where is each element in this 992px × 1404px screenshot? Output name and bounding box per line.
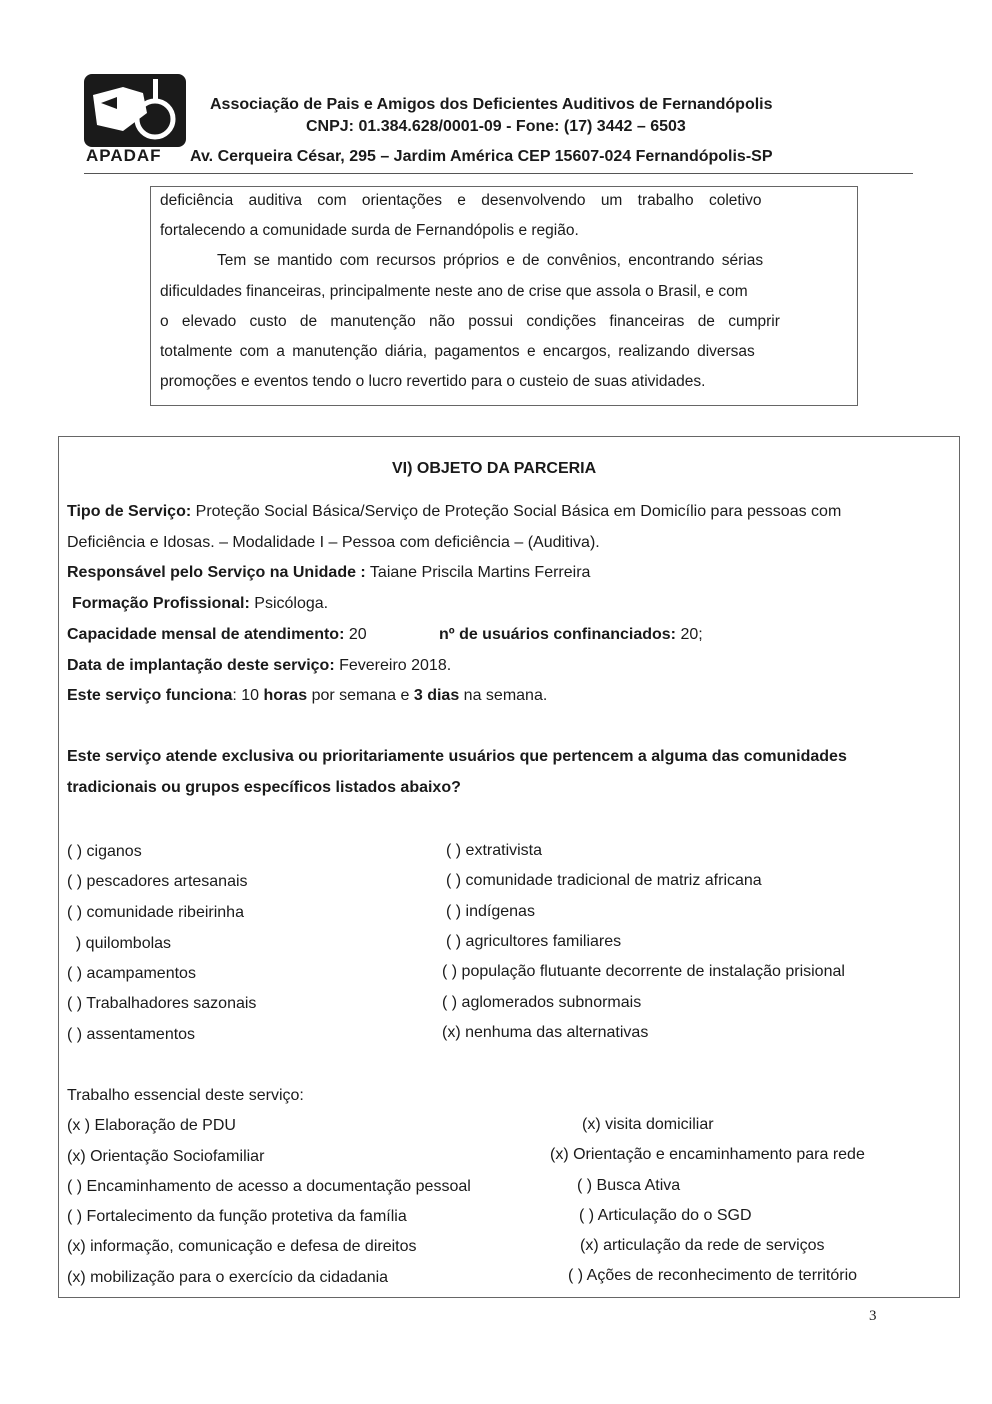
funciona-p2: por semana e — [311, 687, 410, 704]
responsavel-label: Responsável pelo Serviço na Unidade : — [67, 564, 366, 581]
responsavel-value: Taiane Priscila Martins Ferreira — [369, 564, 591, 581]
funciona-p3: na semana. — [463, 687, 548, 704]
data-implantacao-label: Data de implantação deste serviço: — [67, 657, 335, 674]
page-number: 3 — [869, 1308, 877, 1324]
funciona-horas: horas — [263, 687, 308, 704]
intro-line-2: fortalecendo a comunidade surda de Fernandópolis e região. — [160, 222, 579, 239]
group-left-5: ( ) acampamentos — [67, 965, 196, 982]
tipo-servico-value-2: Deficiência e Idosas. – Modalidade I – Pessoa com deficiência – (Auditiva). — [67, 534, 600, 551]
capacidade-label: Capacidade mensal de atendimento: — [67, 626, 345, 643]
group-right-6: ( ) aglomerados subnormais — [442, 994, 642, 1011]
group-right-1: ( ) extrativista — [446, 842, 543, 859]
group-right-2: ( ) comunidade tradicional de matriz africana — [446, 872, 762, 889]
intro-line-4: dificuldades financeiras, principalmente neste ano de crise que assola o Brasil, e com — [160, 283, 748, 300]
intro-line-5: o elevado custo de manutenção não possui condições financeiras de cumprir — [160, 313, 780, 330]
trabalho-right-2: (x) Orientação e encaminhamento para rede — [550, 1146, 865, 1163]
formacao-value: Psicóloga. — [254, 595, 329, 612]
capacidade-value: 20 — [348, 626, 367, 643]
tipo-servico-line — [67, 503, 841, 521]
funciona-line — [67, 687, 547, 705]
usuarios-value: 20; — [680, 626, 703, 643]
intro-line-1: deficiência auditiva com orientações e desenvolvendo um trabalho coletivo — [160, 192, 762, 209]
intro-line-7: promoções e eventos tendo o lucro revertido para o custeio de suas atividades. — [160, 373, 706, 390]
data-implantacao-value: Fevereiro 2018. — [339, 657, 452, 674]
trabalho-right-3: ( ) Busca Ativa — [577, 1177, 681, 1194]
capacidade-line — [67, 626, 367, 644]
intro-line-3: Tem se mantido com recursos próprios e de convênios, encontrando sérias — [217, 252, 764, 269]
trabalho-right-4: ( ) Articulação do o SGD — [579, 1207, 752, 1224]
formacao-label: Formação Profissional: — [72, 595, 250, 612]
section-title: VI) OBJETO DA PARCERIA — [392, 460, 597, 477]
trabalho-right-5: (x) articulação da rede de serviços — [580, 1237, 825, 1254]
logo-wordmark: APADAF — [86, 146, 162, 165]
group-right-5: ( ) população flutuante decorrente de instalação prisional — [442, 963, 845, 980]
trabalho-left-2: (x) Orientação Sociofamiliar — [67, 1148, 265, 1165]
trabalho-right-6: ( ) Ações de reconhecimento de território — [568, 1267, 858, 1284]
address-line: Av. Cerqueira César, 295 – Jardim América CEP 15607-024 Fernandópolis-SP — [190, 148, 773, 165]
trabalho-left-1: (x ) Elaboração de PDU — [67, 1117, 236, 1134]
funciona-p1: : 10 — [232, 687, 260, 704]
group-right-4: ( ) agricultores familiares — [446, 933, 622, 950]
group-left-1: ( ) ciganos — [67, 843, 142, 860]
header-divider — [84, 173, 913, 174]
org-name: Associação de Pais e Amigos dos Deficientes Auditivos de Fernandópolis — [210, 96, 773, 113]
tipo-servico-label: Tipo de Serviço: — [67, 503, 192, 520]
intro-line-6: totalmente com a manutenção diária, pagamentos e encargos, realizando diversas — [160, 343, 755, 360]
trabalho-left-4: ( ) Fortalecimento da função protetiva da família — [67, 1208, 407, 1225]
group-right-3: ( ) indígenas — [446, 903, 535, 920]
group-left-6: ( ) Trabalhadores sazonais — [67, 995, 257, 1012]
question-line-1: Este serviço atende exclusiva ou prioritariamente usuários que pertencem a alguma das comunidades — [67, 748, 847, 765]
cnpj-line: CNPJ: 01.384.628/0001-09 - Fone: (17) 3442 – 6503 — [306, 118, 686, 135]
group-left-4: ) quilombolas — [67, 935, 172, 952]
usuarios-line — [439, 626, 703, 644]
trabalho-title: Trabalho essencial deste serviço: — [67, 1087, 304, 1104]
responsavel-line — [67, 564, 590, 582]
group-left-7: ( ) assentamentos — [67, 1026, 196, 1043]
question-line-2: tradicionais ou grupos específicos listados abaixo? — [67, 779, 461, 796]
trabalho-left-5: (x) informação, comunicação e defesa de direitos — [67, 1238, 417, 1255]
funciona-dias: 3 dias — [413, 687, 460, 704]
data-implantacao-line — [67, 657, 451, 675]
trabalho-left-6: (x) mobilização para o exercício da cidadania — [67, 1269, 389, 1286]
group-left-3: ( ) comunidade ribeirinha — [67, 904, 244, 921]
funciona-label: Este serviço funciona — [67, 687, 233, 704]
usuarios-label: nº de usuários confinanciados: — [439, 626, 676, 643]
trabalho-right-1: (x) visita domiciliar — [582, 1116, 714, 1133]
formacao-line — [72, 595, 328, 613]
group-left-2: ( ) pescadores artesanais — [67, 873, 248, 890]
group-right-7: (x) nenhuma das alternativas — [442, 1024, 649, 1041]
tipo-servico-value: Proteção Social Básica/Serviço de Proteção Social Básica em Domicílio para pessoas com — [195, 503, 842, 520]
apadaf-logo — [83, 73, 187, 148]
trabalho-left-3: ( ) Encaminhamento de acesso a documentação pessoal — [67, 1178, 471, 1195]
